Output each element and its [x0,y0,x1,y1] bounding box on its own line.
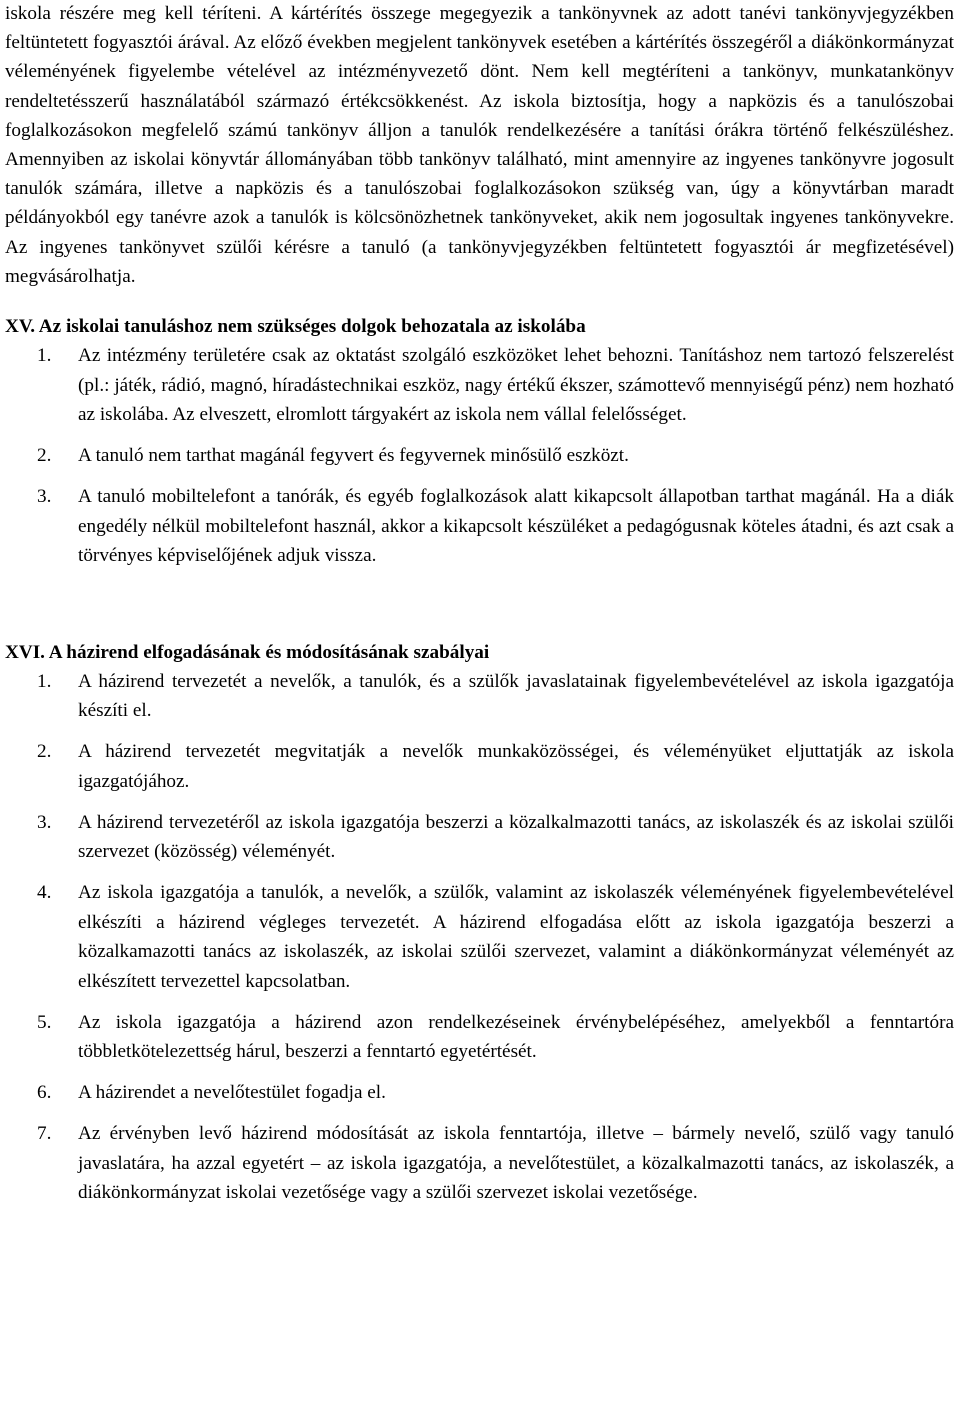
section-xv-list [5,341,954,571]
item-number: 1. [37,345,52,367]
item-text: Az iskola igazgatója a házirend azon rendelkezéseinek érvénybelépéséhez, amelyekből a fenntartóra többletkötelezettség hárul, beszerzi a fenntartó egyetértését. [78,1011,954,1063]
item-text: A házirendet a nevelőtestület fogadja el. [78,1082,386,1104]
item-number: 5. [37,1011,52,1033]
item-text: A házirend tervezetét a nevelők, a tanulók, és a szülők javaslatainak figyelembevételével az iskola igazgatója készíti el. [78,670,954,722]
list-item [5,1119,954,1208]
section-xvi-list [5,667,954,1208]
item-text: A tanuló mobiltelefont a tanórák, és egyéb foglalkozások alatt kikapcsolt állapotban tarthat magánál. Ha a diák engedély nélkül mobiltelefont használ, akkor a kikapcsolt készüléket a pedagógusnak köteles átadni, és azt csak a törvényes képviselőjének adjuk vissza. [78,486,954,567]
item-number: 3. [37,486,52,508]
body-paragraph: iskola részére meg kell téríteni. A kártérítés összege megegyezik a tankönyvnek az adott tanévi tankönyvjegyzékben feltüntetett fogyasztói árával. Az előző években megjelent tankönyvek esetében a kártérítés összegéről a diákönkormányzat véleményének figyelembe vételével az intézményvezető dönt. Nem kell megtéríteni a tankönyv, munkatankönyv rendeltetésszerű használatából származó értékcsökkenést. Az iskola biztosítja, hogy a napközis és a tanulószobai foglalkozásokon megfelelő számú tankönyv álljon a tanulók rendelkezésére a tanítási órákra történő felkészüléshez. Amennyiben az iskolai könyvtár állományában több tankönyv található, mint amennyire az ingyenes tankönyvre jogosult tanulók számára, illetve a napközis és a tanulószobai foglalkozásokon szükség van, úgy a könyvtárban maradt példányokból egy tanévre azok a tanulók is kölcsönözhetnek tankönyveket, akik nem jogosultak ingyenes tankönyvekre. Az ingyenes tankönyvet szülői kérésre a tanuló (a tankönyvjegyzékben feltüntetett fogyasztói ár megfizetésével) megvásárolhatja. [5,3,954,287]
section-xv-heading: XV. Az iskolai tanuláshoz nem szükséges dolgok behozatala az iskolába [5,316,586,338]
list-item [5,878,954,996]
item-number: 4. [37,882,52,904]
item-number: 2. [37,741,52,763]
item-text: A házirend tervezetét megvitatják a nevelők munkaközösségei, és véleményüket eljuttatják az iskola igazgatójához. [78,741,954,792]
list-item [5,1008,954,1067]
list-item [5,667,954,726]
item-text: Az iskola igazgatója a tanulók, a nevelők, a szülők, valamint az iskolaszék véleményének figyelembevételével elkészíti a házirend végleges tervezetét. A házirend elfogadása előtt az iskola igazgatója beszerzi a közalkamazotti tanács az iskolaszék, az iskolai szülői szervezet, valamint a diákönkormányzat véleményét az elkészített tervezettel kapcsolatban. [78,882,954,992]
item-text: A tanuló nem tarthat magánál fegyvert és fegyvernek minősülő eszközt. [78,445,629,467]
list-item [5,441,954,471]
item-number: 6. [37,1082,52,1104]
item-number: 2. [37,445,52,467]
item-text: A házirend tervezetéről az iskola igazgatója beszerzi a közalkalmazotti tanács, az iskolaszék és az iskolai szülői szervezet (közösség) véleményét. [78,811,954,863]
list-item [5,482,954,571]
item-number: 1. [37,670,52,692]
item-number: 7. [37,1123,52,1145]
list-item [5,341,954,430]
item-text: Az érvényben levő házirend módosítását az iskola fenntartója, illetve – bármely nevelő, szülő vagy tanuló javaslatára, ha azzal egyetért – az iskola igazgatója, a nevelőtestület, a közalkalmazotti tanács, az iskolaszék, a diákönkormányzat iskolai vezetősége vagy a szülői szervezet iskolai vezetősége. [78,1123,954,1204]
list-item [5,808,954,867]
item-text: Az intézmény területére csak az oktatást szolgáló eszközöket lehet behozni. Tanításhoz nem tartozó felszerelést (pl.: játék, rádió, magnó, híradástechnikai eszköz, nagy értékű ékszer, számottevő mennyiségű pénz) nem hozható az iskolába. Az elveszett, elromlott tárgyakért az iskola nem vállal felelősséget. [78,345,954,426]
item-number: 3. [37,811,52,833]
section-xvi-heading: XVI. A házirend elfogadásának és módosításának szabályai [5,641,490,663]
list-item [5,737,954,796]
list-item [5,1078,954,1108]
